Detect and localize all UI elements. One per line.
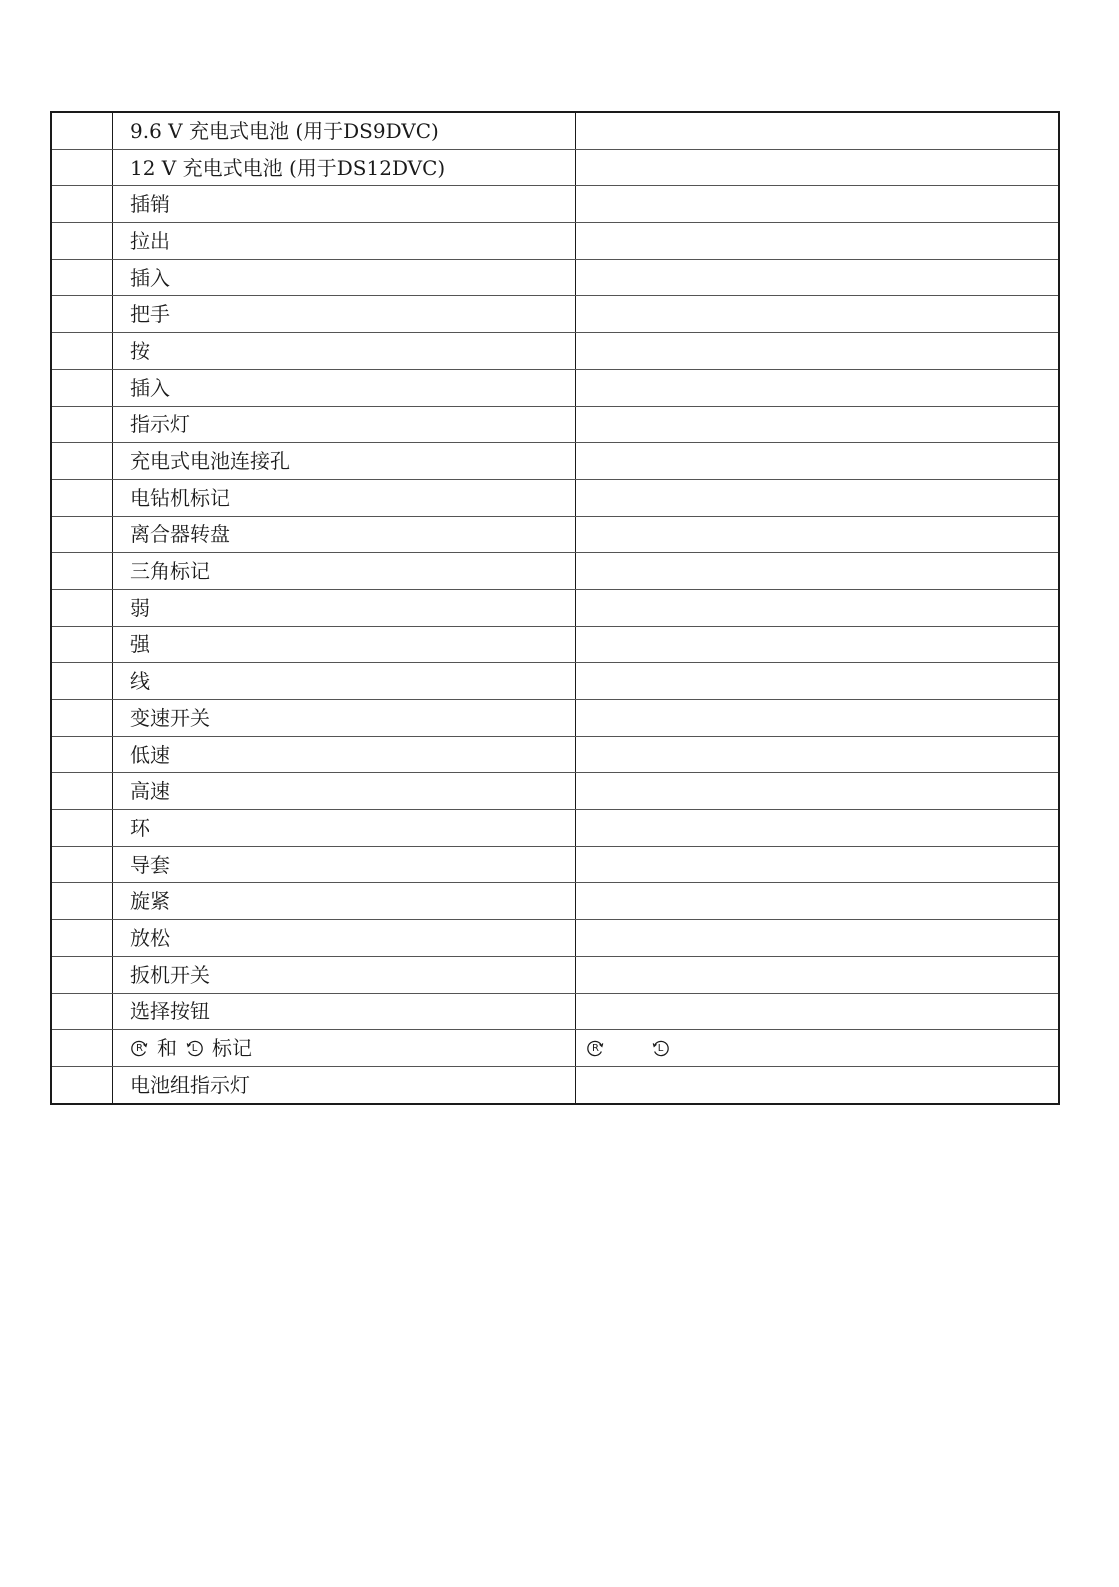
table-row: [51, 736, 1059, 773]
parts-table: [50, 111, 1060, 1105]
table-row: [51, 1066, 1059, 1103]
table-row: [51, 406, 1059, 443]
term-cell: 插销: [113, 186, 576, 223]
and-text: 和: [157, 1036, 177, 1061]
translation-cell: [576, 736, 1060, 773]
number-cell: [51, 112, 113, 149]
term-cell: 充电式电池连接孔: [113, 443, 576, 480]
term-cell: 插入: [113, 369, 576, 406]
table-row: [51, 626, 1059, 663]
table-row: [51, 663, 1059, 700]
number-cell: [51, 810, 113, 847]
number-cell: [51, 553, 113, 590]
translation-cell: [576, 112, 1060, 149]
term-cell: 9.6 V 充电式电池 (用于DS9DVC): [113, 112, 576, 149]
table-row: [51, 186, 1059, 223]
translation-cell: [576, 993, 1060, 1030]
translation-cell: [576, 333, 1060, 370]
table-row: [51, 333, 1059, 370]
term-cell: 按: [113, 333, 576, 370]
translation-cell: [576, 920, 1060, 957]
table-row: [51, 700, 1059, 737]
table-row: [51, 883, 1059, 920]
table-row: [51, 516, 1059, 553]
table-row: [51, 369, 1059, 406]
table-row: [51, 443, 1059, 480]
table-row: [51, 1030, 1059, 1067]
number-cell: [51, 663, 113, 700]
translation-cell: [576, 700, 1060, 737]
number-cell: [51, 369, 113, 406]
translation-cell: [576, 406, 1060, 443]
number-cell: [51, 149, 113, 186]
translation-cell: [576, 846, 1060, 883]
term-cell: 放松: [113, 920, 576, 957]
number-cell: [51, 846, 113, 883]
translation-cell: [576, 810, 1060, 847]
number-cell: [51, 259, 113, 296]
term-cell: [113, 1030, 576, 1067]
translation-cell: [576, 956, 1060, 993]
rotation-left-icon: [651, 1039, 670, 1058]
rotation-right-letter: R: [136, 1043, 143, 1055]
term-cell: 选择按钮: [113, 993, 576, 1030]
translation-cell: [576, 883, 1060, 920]
table-row: [51, 773, 1059, 810]
number-cell: [51, 993, 113, 1030]
translation-cell: [576, 223, 1060, 260]
translation-cell: [576, 553, 1060, 590]
term-cell: 旋紧: [113, 883, 576, 920]
term-cell: 拉出: [113, 223, 576, 260]
number-cell: [51, 1066, 113, 1103]
number-cell: [51, 589, 113, 626]
rotation-left-letter: L: [191, 1043, 198, 1055]
translation-cell: [576, 259, 1060, 296]
term-cell: 强: [113, 626, 576, 663]
term-cell: 插入: [113, 259, 576, 296]
term-cell: 线: [113, 663, 576, 700]
number-cell: [51, 186, 113, 223]
translation-cell: [576, 589, 1060, 626]
number-cell: [51, 406, 113, 443]
number-cell: [51, 223, 113, 260]
table-row: [51, 810, 1059, 847]
number-cell: [51, 443, 113, 480]
term-cell: 电钻机标记: [113, 479, 576, 516]
number-cell: [51, 479, 113, 516]
number-cell: [51, 700, 113, 737]
translation-cell: [576, 773, 1060, 810]
table-row: [51, 223, 1059, 260]
term-cell: 变速开关: [113, 700, 576, 737]
translation-cell: [576, 186, 1060, 223]
term-cell: 扳机开关: [113, 956, 576, 993]
table-row: [51, 920, 1059, 957]
term-cell: 弱: [113, 589, 576, 626]
number-cell: [51, 920, 113, 957]
table-row: [51, 296, 1059, 333]
table-row: [51, 589, 1059, 626]
table-row: [51, 479, 1059, 516]
translation-cell: [576, 296, 1060, 333]
table-row: [51, 259, 1059, 296]
table-row: [51, 553, 1059, 590]
mark-text: 标记: [212, 1036, 252, 1061]
rotation-right-icon: [130, 1039, 149, 1058]
number-cell: [51, 736, 113, 773]
term-cell: 低速: [113, 736, 576, 773]
term-cell: 电池组指示灯: [113, 1066, 576, 1103]
table-row: [51, 956, 1059, 993]
translation-cell: [576, 1030, 1060, 1067]
translation-cell: [576, 626, 1060, 663]
number-cell: [51, 883, 113, 920]
number-cell: [51, 773, 113, 810]
number-cell: [51, 1030, 113, 1067]
number-cell: [51, 956, 113, 993]
term-cell: 三角标记: [113, 553, 576, 590]
rotation-right-icon: [586, 1039, 605, 1058]
table-row: [51, 149, 1059, 186]
translation-cell: [576, 443, 1060, 480]
number-cell: [51, 516, 113, 553]
rotation-left-icon: [185, 1039, 204, 1058]
term-cell: 环: [113, 810, 576, 847]
term-cell: 12 V 充电式电池 (用于DS12DVC): [113, 149, 576, 186]
translation-cell: [576, 1066, 1060, 1103]
translation-cell: [576, 516, 1060, 553]
number-cell: [51, 296, 113, 333]
term-cell: 指示灯: [113, 406, 576, 443]
term-cell: 离合器转盘: [113, 516, 576, 553]
table-row: [51, 846, 1059, 883]
number-cell: [51, 626, 113, 663]
translation-cell: [576, 149, 1060, 186]
translation-cell: [576, 663, 1060, 700]
table-row: [51, 993, 1059, 1030]
table-row: [51, 112, 1059, 149]
rotation-left-letter: L: [657, 1043, 664, 1055]
term-cell: 高速: [113, 773, 576, 810]
translation-cell: [576, 369, 1060, 406]
term-cell: 把手: [113, 296, 576, 333]
rotation-right-letter: R: [592, 1043, 599, 1055]
term-cell: 导套: [113, 846, 576, 883]
number-cell: [51, 333, 113, 370]
translation-cell: [576, 479, 1060, 516]
